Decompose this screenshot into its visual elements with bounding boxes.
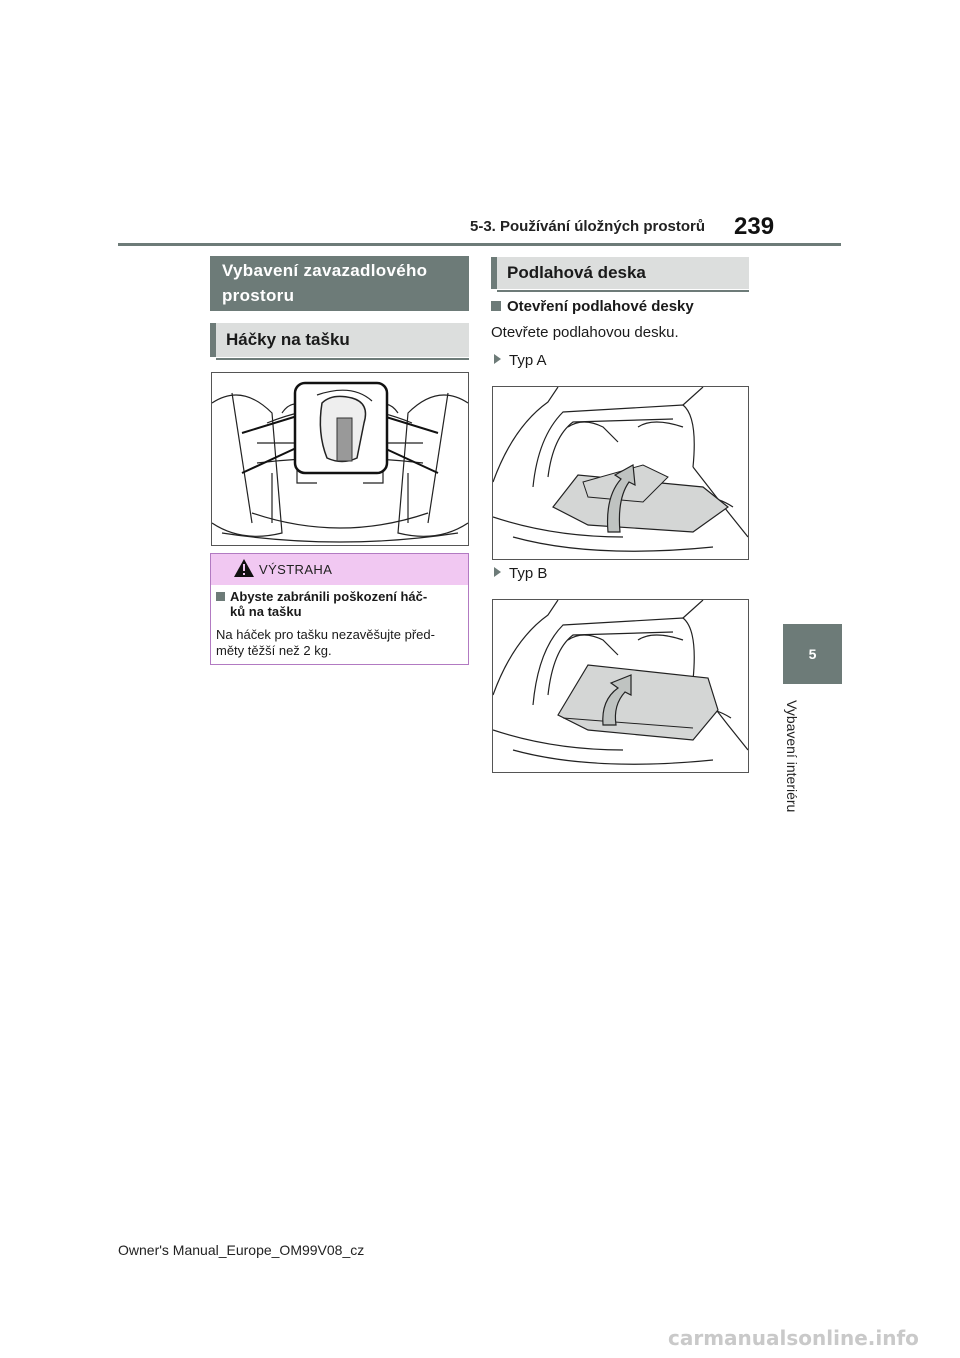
- warning-subheading: [216, 589, 427, 619]
- type-b-text: Typ B: [509, 565, 548, 582]
- section-heading-line2: prostoru: [222, 286, 295, 305]
- figure-type-a: [492, 386, 749, 560]
- warning-subheading-line1: Abyste zabránili poškození háč-: [230, 589, 428, 604]
- chapter-label-wrap: [772, 700, 852, 830]
- subheading-text: Podlahová deska: [507, 263, 646, 282]
- trunk-illustration: [212, 373, 468, 545]
- warning-box: [210, 553, 469, 665]
- triangle-bullet-icon: [494, 567, 501, 577]
- header-rule: [118, 243, 841, 246]
- subheading-bag-hooks: [210, 323, 469, 357]
- instruction-heading-text: Otevření podlahové desky: [507, 298, 694, 315]
- warning-text-line1: Na háček pro tašku nezavěšujte před-: [216, 627, 435, 642]
- subheading-underline: [216, 358, 469, 360]
- page-number: 239: [734, 213, 775, 240]
- footer-text: Owner's Manual_Europe_OM99V08_cz: [118, 1242, 365, 1258]
- warning-title: VÝSTRAHA: [259, 562, 333, 577]
- section-heading-line1: Vybavení zavazadlového: [222, 261, 428, 280]
- chapter-tab: 5: [783, 624, 842, 684]
- warning-subheading-line2: ků na tašku: [230, 604, 302, 619]
- triangle-bullet-icon: [494, 354, 501, 364]
- floor-board-type-a-illustration: [493, 387, 748, 559]
- instruction-text: Otevřete podlahovou desku.: [491, 324, 679, 341]
- subheading-floor-board: [491, 257, 749, 289]
- section-title: 5-3. Používání úložných prostorů: [470, 218, 706, 235]
- figure-bag-hooks: [211, 372, 469, 546]
- warning-text: [216, 627, 466, 659]
- subheading-text: Háčky na tašku: [226, 330, 350, 349]
- floor-board-type-b-illustration: [493, 600, 748, 772]
- warning-header: [211, 554, 468, 585]
- figure-type-b: [492, 599, 749, 773]
- watermark-text: carmanualsonline.info: [668, 1326, 919, 1350]
- square-bullet-icon: [491, 301, 501, 311]
- type-a-label: [494, 352, 547, 369]
- instruction-heading: [491, 298, 694, 315]
- warning-text-line2: měty těžší než 2 kg.: [216, 643, 332, 658]
- chapter-label: Vybavení interiéru: [784, 700, 800, 813]
- warning-icon: [233, 558, 255, 578]
- square-bullet-icon: [216, 592, 225, 601]
- subheading-underline: [497, 290, 749, 292]
- section-heading: [210, 256, 469, 311]
- type-a-text: Typ A: [509, 352, 547, 369]
- type-b-label: [494, 565, 547, 582]
